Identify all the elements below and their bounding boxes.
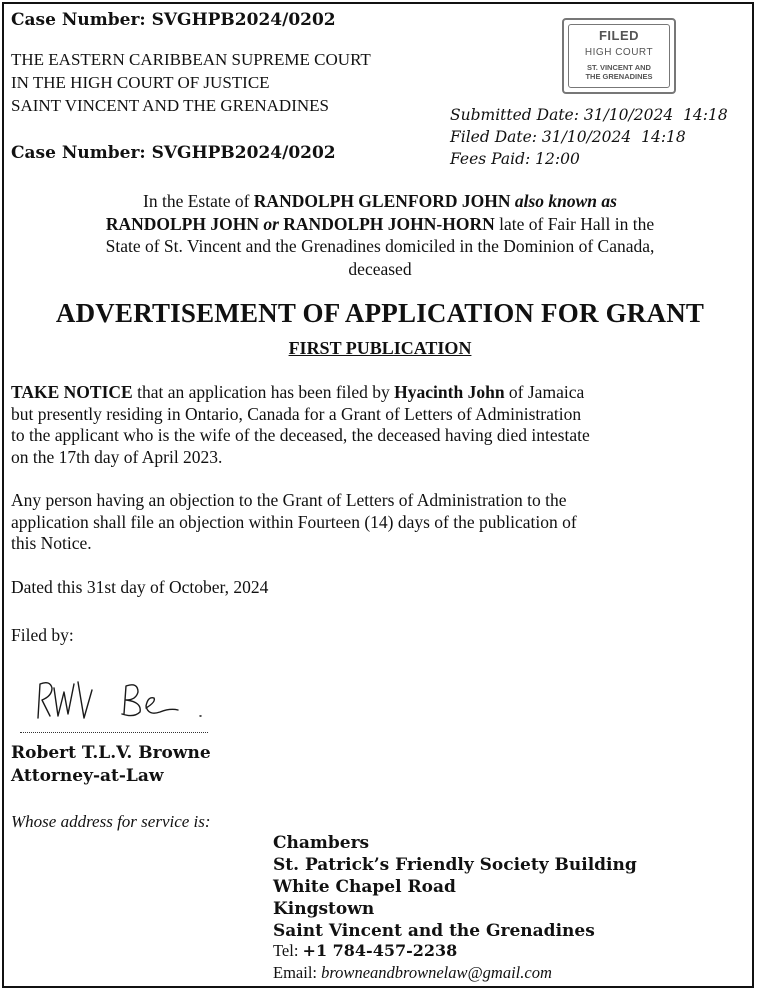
court-name-block: [11, 48, 371, 117]
contact-block: [273, 940, 552, 984]
stamp-location-line-2: THE GRENADINES: [585, 72, 653, 81]
page-title: ADVERTISEMENT OF APPLICATION FOR GRANT: [55, 298, 705, 328]
attorney-block: [11, 742, 211, 788]
take-notice-lead: TAKE NOTICE: [11, 382, 133, 402]
email-line: [273, 962, 552, 984]
objection-line-1: Any person having an objection to the Grant of Letters of Administration to the: [11, 490, 567, 510]
stamp-location-line-1: ST. VINCENT AND: [587, 63, 651, 72]
filed-stamp: [562, 18, 676, 94]
aka-text: also known as: [510, 191, 617, 211]
attorney-name: Robert T.L.V. Browne: [11, 743, 211, 763]
dated-line: Dated this 31st day of October, 2024: [11, 577, 269, 597]
court-line-3: SAINT VINCENT AND THE GRENADINES: [11, 96, 329, 115]
tel-label: Tel:: [273, 941, 303, 960]
signature-line: [20, 732, 208, 733]
publication-subtitle: FIRST PUBLICATION: [288, 338, 472, 358]
address-line-4: Kingstown: [273, 899, 375, 919]
email-label: Email:: [273, 963, 322, 982]
address-line-1: Chambers: [273, 833, 370, 853]
notice-line-4: on the 17th day of April 2023.: [11, 446, 223, 467]
notice-line-3: to the applicant who is the wife of the deceased, the deceased having died intestate: [11, 425, 590, 445]
address-line-3: White Chapel Road: [273, 877, 456, 897]
filed-date: Filed Date: 31/10/2024 14:18: [450, 128, 686, 146]
attorney-title: Attorney-at-Law: [11, 766, 164, 786]
estate-prefix: In the Estate of: [143, 191, 254, 211]
address-line-2: St. Patrick’s Friendly Society Building: [273, 855, 637, 875]
applicant-name: Hyacinth John: [394, 382, 505, 402]
estate-line-4: deceased: [348, 258, 412, 279]
estate-line-2: [10, 213, 750, 236]
email-address[interactable]: browneandbrownelaw@gmail.com: [321, 963, 552, 982]
stamp-location: [569, 63, 669, 81]
phone-line: [273, 940, 552, 962]
estate-paragraph: [10, 190, 750, 280]
objection-line-3: this Notice.: [11, 533, 92, 553]
address-block: [273, 832, 637, 942]
estate-late-of: late of Fair Hall in the: [494, 213, 655, 234]
notice-line-1: [11, 382, 751, 404]
notice-line-2: but presently residing in Ontario, Canada for a Grant of Letters of Administration: [11, 403, 582, 424]
estate-line-3: State of St. Vincent and the Grenadines domiciled in the Dominion of Canada,: [105, 236, 655, 256]
estate-line-1: [10, 190, 750, 213]
address-line-5: Saint Vincent and the Grenadines: [273, 921, 595, 941]
objection-line-2: application shall file an objection within Fourteen (14) days of the publication of: [11, 511, 577, 532]
alias-1: RANDOLPH JOHN: [105, 213, 259, 234]
or-text: or: [258, 213, 284, 234]
notice-paragraph: [11, 382, 751, 468]
court-line-2: IN THE HIGH COURT OF JUSTICE: [11, 73, 270, 92]
objection-paragraph: [11, 490, 751, 555]
notice-text-1: that an application has been filed by: [132, 382, 395, 402]
filing-meta: [450, 104, 728, 170]
signature-image: [28, 674, 218, 730]
stamp-high-court: HIGH COURT: [584, 47, 654, 58]
submitted-date: Submitted Date: 31/10/2024 14:18: [450, 106, 728, 124]
case-number-top: Case Number: SVGHPB2024/0202: [11, 10, 336, 30]
phone-number: +1 784-457-2238: [302, 941, 458, 960]
case-number-bottom: Case Number: SVGHPB2024/0202: [11, 143, 336, 163]
filed-by-label: Filed by:: [11, 625, 74, 645]
service-label: Whose address for service is:: [11, 812, 211, 831]
alias-2: RANDOLPH JOHN-HORN: [283, 213, 495, 234]
stamp-filed: FILED: [598, 28, 640, 43]
fees-paid: Fees Paid: 12:00: [450, 150, 580, 168]
notice-text-2: of Jamaica: [504, 382, 585, 402]
court-line-1: THE EASTERN CARIBBEAN SUPREME COURT: [11, 50, 371, 69]
deceased-name: RANDOLPH GLENFORD JOHN: [253, 191, 511, 211]
